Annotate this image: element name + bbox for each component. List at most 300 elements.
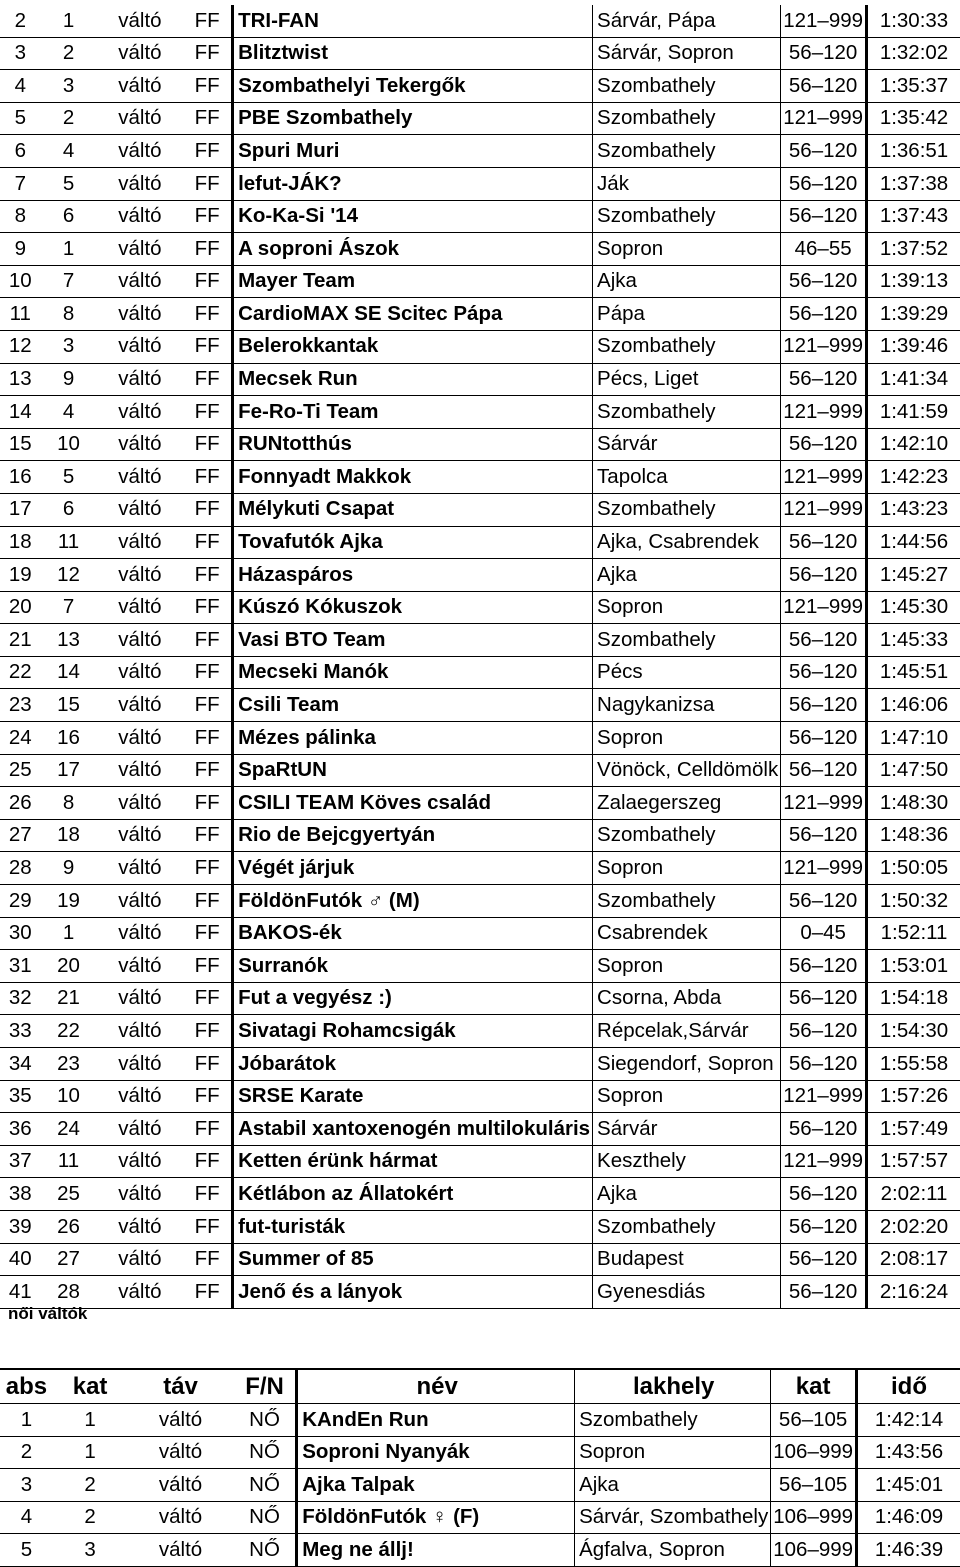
cell-lakhely: Szombathely (593, 396, 781, 429)
cell-nev: Ajka Talpak (297, 1469, 575, 1502)
cell-fn: FF (183, 852, 232, 885)
cell-kat: 16 (41, 722, 97, 755)
table-row (0, 233, 960, 266)
cell-abs: 15 (0, 428, 41, 461)
table-row (0, 167, 960, 200)
cell-abs: 4 (0, 1501, 53, 1534)
cell-lakhely: Sopron (593, 852, 781, 885)
table-row (0, 330, 960, 363)
cell-kat2: 56–120 (781, 200, 867, 233)
cell-lakhely: Sopron (575, 1436, 771, 1469)
cell-lakhely: Csabrendek (593, 917, 781, 950)
cell-kat2: 121–999 (781, 787, 867, 820)
cell-nev: Astabil xantoxenogén multilokuláris (233, 1113, 593, 1146)
cell-lakhely: Szombathely (593, 493, 781, 526)
cell-kat: 2 (41, 37, 97, 70)
cell-abs: 10 (0, 265, 41, 298)
cell-kat: 1 (41, 233, 97, 266)
cell-kat2: 56–120 (781, 885, 867, 918)
table-row (0, 265, 960, 298)
table-row (0, 1501, 960, 1534)
table-row (0, 1404, 960, 1437)
cell-tav: váltó (97, 1276, 184, 1309)
cell-nev: Fut a vegyész :) (233, 982, 593, 1015)
cell-abs: 38 (0, 1178, 41, 1211)
cell-abs: 8 (0, 200, 41, 233)
cell-nev: Blitztwist (233, 37, 593, 70)
cell-fn: FF (183, 754, 232, 787)
table-row (0, 1080, 960, 1113)
cell-ido: 1:41:34 (867, 363, 960, 396)
cell-nev: CSILI TEAM Köves család (233, 787, 593, 820)
cell-abs: 21 (0, 624, 41, 657)
cell-lakhely: Sopron (593, 591, 781, 624)
cell-ido: 2:02:20 (867, 1210, 960, 1243)
table-row (0, 1178, 960, 1211)
results-table-men (0, 5, 960, 1309)
table-row (0, 982, 960, 1015)
cell-nev: Végét járjuk (233, 852, 593, 885)
cell-kat: 11 (41, 526, 97, 559)
cell-fn: FF (183, 624, 232, 657)
cell-nev: BAKOS-ék (233, 917, 593, 950)
cell-fn: FF (183, 396, 232, 429)
cell-kat2: 121–999 (781, 493, 867, 526)
cell-fn: FF (183, 689, 232, 722)
cell-abs: 29 (0, 885, 41, 918)
table-row (0, 754, 960, 787)
cell-kat: 10 (41, 1080, 97, 1113)
cell-lakhely: Pécs, Liget (593, 363, 781, 396)
table-row (0, 5, 960, 37)
cell-kat2: 56–120 (781, 819, 867, 852)
cell-tav: váltó (97, 1015, 184, 1048)
cell-kat: 3 (41, 330, 97, 363)
cell-nev: Sivatagi Rohamcsigák (233, 1015, 593, 1048)
cell-tav: váltó (97, 722, 184, 755)
cell-ido: 2:02:11 (867, 1178, 960, 1211)
table-row (0, 428, 960, 461)
cell-fn: NŐ (234, 1534, 297, 1567)
table-row (0, 950, 960, 983)
cell-fn: FF (183, 233, 232, 266)
table-row (0, 722, 960, 755)
cell-kat2: 56–120 (781, 656, 867, 689)
cell-kat2: 56–120 (781, 754, 867, 787)
cell-abs: 40 (0, 1243, 41, 1276)
cell-lakhely: Keszthely (593, 1145, 781, 1178)
cell-tav: váltó (97, 37, 184, 70)
table-row (0, 461, 960, 494)
cell-ido: 1:32:02 (867, 37, 960, 70)
header-lakhely: lakhely (575, 1369, 771, 1404)
cell-kat: 1 (53, 1436, 127, 1469)
cell-ido: 1:39:46 (867, 330, 960, 363)
cell-kat: 3 (41, 70, 97, 103)
cell-nev: Meg ne állj! (297, 1534, 575, 1567)
cell-kat2: 56–120 (781, 1048, 867, 1081)
cell-kat: 26 (41, 1210, 97, 1243)
cell-fn: FF (183, 102, 232, 135)
cell-ido: 1:45:51 (867, 656, 960, 689)
cell-ido: 1:43:23 (867, 493, 960, 526)
cell-nev: SRSE Karate (233, 1080, 593, 1113)
cell-tav: váltó (97, 363, 184, 396)
cell-lakhely: Sárvár, Pápa (593, 5, 781, 37)
cell-nev: Mélykuti Csapat (233, 493, 593, 526)
table-row (0, 102, 960, 135)
cell-tav: váltó (97, 1145, 184, 1178)
cell-kat2: 56–120 (781, 167, 867, 200)
cell-nev: Fonnyadt Makkok (233, 461, 593, 494)
cell-lakhely: Sárvár (593, 1113, 781, 1146)
cell-abs: 32 (0, 982, 41, 1015)
cell-fn: FF (183, 591, 232, 624)
cell-lakhely: Ják (593, 167, 781, 200)
cell-nev: Fe-Ro-Ti Team (233, 396, 593, 429)
cell-nev: Csili Team (233, 689, 593, 722)
cell-abs: 31 (0, 950, 41, 983)
cell-tav: váltó (97, 1080, 184, 1113)
cell-kat: 1 (53, 1404, 127, 1437)
table-header-row (0, 1369, 960, 1404)
table-row (0, 1436, 960, 1469)
cell-fn: FF (183, 1113, 232, 1146)
cell-kat2: 56–120 (781, 559, 867, 592)
table-row (0, 624, 960, 657)
cell-tav: váltó (97, 885, 184, 918)
cell-tav: váltó (97, 330, 184, 363)
cell-nev: Mézes pálinka (233, 722, 593, 755)
cell-ido: 1:45:30 (867, 591, 960, 624)
cell-fn: FF (183, 493, 232, 526)
cell-lakhely: Siegendorf, Sopron (593, 1048, 781, 1081)
cell-nev: Jenő és a lányok (233, 1276, 593, 1309)
cell-ido: 1:57:26 (867, 1080, 960, 1113)
cell-nev: Ko-Ka-Si '14 (233, 200, 593, 233)
cell-ido: 1:37:43 (867, 200, 960, 233)
cell-kat2: 56–120 (781, 1276, 867, 1309)
cell-kat: 22 (41, 1015, 97, 1048)
cell-kat: 8 (41, 298, 97, 331)
cell-ido: 1:54:30 (867, 1015, 960, 1048)
cell-fn: FF (183, 1145, 232, 1178)
cell-kat: 24 (41, 1113, 97, 1146)
table-row (0, 1276, 960, 1309)
cell-lakhely: Szombathely (593, 1210, 781, 1243)
cell-kat2: 56–120 (781, 70, 867, 103)
cell-kat: 6 (41, 200, 97, 233)
cell-nev: Soproni Nyanyák (297, 1436, 575, 1469)
cell-tav: váltó (127, 1469, 234, 1502)
cell-ido: 1:46:06 (867, 689, 960, 722)
cell-nev: Rio de Bejcgyertyán (233, 819, 593, 852)
header-tav: táv (127, 1369, 234, 1404)
cell-abs: 19 (0, 559, 41, 592)
cell-nev: Summer of 85 (233, 1243, 593, 1276)
cell-kat: 2 (53, 1469, 127, 1502)
cell-abs: 24 (0, 722, 41, 755)
cell-ido: 1:57:49 (867, 1113, 960, 1146)
cell-kat2: 121–999 (781, 396, 867, 429)
table-row (0, 1145, 960, 1178)
cell-ido: 1:48:30 (867, 787, 960, 820)
cell-abs: 6 (0, 135, 41, 168)
header-ido: idő (857, 1369, 960, 1404)
cell-kat: 1 (41, 917, 97, 950)
cell-kat: 7 (41, 265, 97, 298)
cell-kat: 19 (41, 885, 97, 918)
cell-lakhely: Sárvár, Sopron (593, 37, 781, 70)
cell-ido: 1:46:39 (857, 1534, 960, 1567)
header-kat: kat (53, 1369, 127, 1404)
cell-kat2: 56–120 (781, 1178, 867, 1211)
table-row (0, 396, 960, 429)
table-row (0, 1015, 960, 1048)
cell-fn: FF (183, 526, 232, 559)
cell-nev: Ketten érünk hármat (233, 1145, 593, 1178)
cell-lakhely: Nagykanizsa (593, 689, 781, 722)
cell-lakhely: Szombathely (593, 819, 781, 852)
cell-nev: CardioMAX SE Scitec Pápa (233, 298, 593, 331)
cell-abs: 1 (0, 1404, 53, 1437)
cell-abs: 33 (0, 1015, 41, 1048)
cell-lakhely: Vönöck, Celldömölk (593, 754, 781, 787)
cell-kat2: 121–999 (781, 330, 867, 363)
cell-kat2: 56–120 (781, 624, 867, 657)
cell-abs: 3 (0, 37, 41, 70)
table-row (0, 493, 960, 526)
cell-kat: 2 (41, 102, 97, 135)
cell-lakhely: Szombathely (593, 885, 781, 918)
cell-nev: Házaspáros (233, 559, 593, 592)
cell-fn: FF (183, 363, 232, 396)
cell-kat: 9 (41, 852, 97, 885)
cell-kat2: 56–120 (781, 363, 867, 396)
cell-abs: 41 (0, 1276, 41, 1309)
cell-tav: váltó (127, 1404, 234, 1437)
cell-lakhely: Szombathely (593, 135, 781, 168)
cell-fn: FF (183, 1243, 232, 1276)
cell-fn: NŐ (234, 1404, 297, 1437)
cell-lakhely: Szombathely (593, 624, 781, 657)
cell-tav: váltó (97, 559, 184, 592)
cell-tav: váltó (127, 1534, 234, 1567)
cell-kat2: 56–120 (781, 298, 867, 331)
cell-abs: 11 (0, 298, 41, 331)
cell-fn: FF (183, 37, 232, 70)
cell-nev: Mecseki Manók (233, 656, 593, 689)
cell-ido: 1:30:33 (867, 5, 960, 37)
cell-tav: váltó (97, 461, 184, 494)
cell-kat: 14 (41, 656, 97, 689)
cell-tav: váltó (97, 1113, 184, 1146)
cell-fn: FF (183, 950, 232, 983)
cell-lakhely: Ajka (575, 1469, 771, 1502)
cell-kat: 13 (41, 624, 97, 657)
table-row (0, 135, 960, 168)
cell-lakhely: Ajka (593, 265, 781, 298)
cell-lakhely: Sárvár (593, 428, 781, 461)
cell-nev: Mecsek Run (233, 363, 593, 396)
cell-kat: 3 (53, 1534, 127, 1567)
cell-ido: 1:39:13 (867, 265, 960, 298)
cell-lakhely: Szombathely (593, 102, 781, 135)
cell-kat: 12 (41, 559, 97, 592)
cell-kat2: 121–999 (781, 591, 867, 624)
cell-kat2: 56–120 (781, 1015, 867, 1048)
cell-nev: Vasi BTO Team (233, 624, 593, 657)
cell-abs: 14 (0, 396, 41, 429)
table-row (0, 1113, 960, 1146)
cell-ido: 2:08:17 (867, 1243, 960, 1276)
cell-abs: 3 (0, 1469, 53, 1502)
cell-ido: 1:47:50 (867, 754, 960, 787)
cell-fn: FF (183, 982, 232, 1015)
cell-abs: 22 (0, 656, 41, 689)
cell-abs: 28 (0, 852, 41, 885)
cell-kat: 17 (41, 754, 97, 787)
cell-nev: Jóbarátok (233, 1048, 593, 1081)
cell-fn: FF (183, 917, 232, 950)
cell-lakhely: Répcelak,Sárvár (593, 1015, 781, 1048)
table-row (0, 1048, 960, 1081)
cell-lakhely: Sopron (593, 1080, 781, 1113)
cell-ido: 1:45:33 (867, 624, 960, 657)
cell-abs: 5 (0, 102, 41, 135)
cell-tav: váltó (97, 917, 184, 950)
cell-lakhely: Sopron (593, 722, 781, 755)
cell-kat2: 56–120 (781, 689, 867, 722)
cell-tav: váltó (97, 200, 184, 233)
cell-abs: 13 (0, 363, 41, 396)
cell-kat: 7 (41, 591, 97, 624)
cell-lakhely: Sopron (593, 233, 781, 266)
results-table-women (0, 1368, 960, 1567)
cell-lakhely: Szombathely (575, 1404, 771, 1437)
cell-fn: NŐ (234, 1501, 297, 1534)
cell-kat2: 121–999 (781, 852, 867, 885)
cell-tav: váltó (97, 1178, 184, 1211)
cell-lakhely: Budapest (593, 1243, 781, 1276)
cell-ido: 1:44:56 (867, 526, 960, 559)
cell-abs: 20 (0, 591, 41, 624)
cell-ido: 1:46:09 (857, 1501, 960, 1534)
cell-ido: 1:45:27 (867, 559, 960, 592)
cell-nev: FöldönFutók ♀ (F) (297, 1501, 575, 1534)
cell-fn: FF (183, 5, 232, 37)
cell-tav: váltó (127, 1436, 234, 1469)
cell-lakhely: Szombathely (593, 70, 781, 103)
cell-lakhely: Ajka, Csabrendek (593, 526, 781, 559)
cell-kat: 6 (41, 493, 97, 526)
table-row (0, 819, 960, 852)
cell-fn: FF (183, 135, 232, 168)
cell-kat2: 121–999 (781, 1080, 867, 1113)
cell-lakhely: Gyenesdiás (593, 1276, 781, 1309)
cell-ido: 1:53:01 (867, 950, 960, 983)
cell-kat2: 56–120 (781, 982, 867, 1015)
cell-tav: váltó (97, 591, 184, 624)
cell-kat: 9 (41, 363, 97, 396)
cell-abs: 2 (0, 1436, 53, 1469)
table-row (0, 526, 960, 559)
cell-lakhely: Szombathely (593, 330, 781, 363)
cell-fn: FF (183, 265, 232, 298)
cell-lakhely: Ajka (593, 1178, 781, 1211)
table-row (0, 298, 960, 331)
cell-fn: FF (183, 167, 232, 200)
cell-lakhely: Pápa (593, 298, 781, 331)
cell-tav: váltó (97, 135, 184, 168)
cell-abs: 35 (0, 1080, 41, 1113)
cell-kat: 2 (53, 1501, 127, 1534)
header-nev: név (297, 1369, 575, 1404)
table-row (0, 689, 960, 722)
table-row (0, 591, 960, 624)
cell-kat2: 121–999 (781, 461, 867, 494)
cell-nev: KAndEn Run (297, 1404, 575, 1437)
cell-kat: 5 (41, 167, 97, 200)
cell-tav: váltó (97, 70, 184, 103)
cell-abs: 2 (0, 5, 41, 37)
cell-abs: 17 (0, 493, 41, 526)
table-row (0, 1534, 960, 1567)
cell-tav: váltó (97, 754, 184, 787)
cell-kat2: 56–120 (781, 1210, 867, 1243)
cell-abs: 23 (0, 689, 41, 722)
cell-kat: 8 (41, 787, 97, 820)
cell-abs: 39 (0, 1210, 41, 1243)
cell-fn: FF (183, 1210, 232, 1243)
cell-kat2: 56–120 (781, 1113, 867, 1146)
cell-nev: Szombathelyi Tekergők (233, 70, 593, 103)
cell-fn: FF (183, 1015, 232, 1048)
cell-fn: FF (183, 330, 232, 363)
cell-lakhely: Szombathely (593, 200, 781, 233)
cell-ido: 1:54:18 (867, 982, 960, 1015)
cell-fn: FF (183, 428, 232, 461)
cell-tav: váltó (127, 1501, 234, 1534)
cell-kat: 10 (41, 428, 97, 461)
cell-kat2: 56–105 (771, 1404, 857, 1437)
cell-fn: FF (183, 1048, 232, 1081)
cell-ido: 1:36:51 (867, 135, 960, 168)
cell-tav: váltó (97, 428, 184, 461)
header-abs: abs (0, 1369, 53, 1404)
cell-fn: FF (183, 298, 232, 331)
cell-tav: váltó (97, 624, 184, 657)
cell-ido: 1:37:38 (867, 167, 960, 200)
cell-abs: 12 (0, 330, 41, 363)
cell-nev: TRI-FAN (233, 5, 593, 37)
cell-ido: 1:57:57 (867, 1145, 960, 1178)
cell-kat: 18 (41, 819, 97, 852)
cell-fn: FF (183, 200, 232, 233)
cell-ido: 1:37:52 (867, 233, 960, 266)
header-kat2: kat (771, 1369, 857, 1404)
cell-kat2: 56–120 (781, 135, 867, 168)
cell-fn: FF (183, 559, 232, 592)
cell-tav: váltó (97, 102, 184, 135)
cell-ido: 1:42:23 (867, 461, 960, 494)
table-row (0, 885, 960, 918)
cell-tav: váltó (97, 167, 184, 200)
cell-tav: váltó (97, 819, 184, 852)
cell-kat2: 56–120 (781, 950, 867, 983)
cell-tav: váltó (97, 265, 184, 298)
table-row (0, 787, 960, 820)
